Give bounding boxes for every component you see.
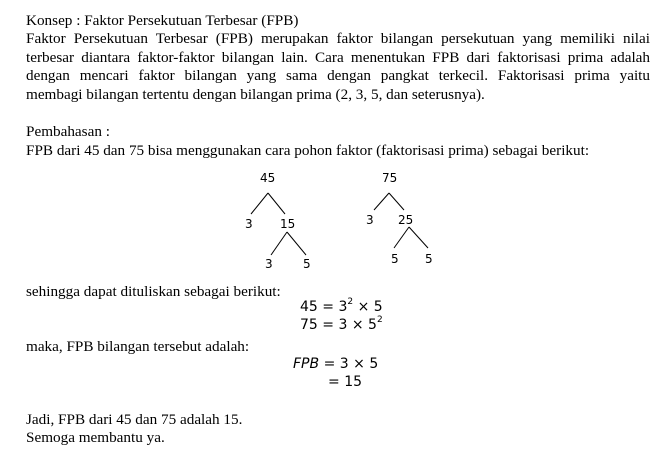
eq2-equals: = <box>322 317 335 333</box>
equation-45 <box>300 297 383 317</box>
fpb-result-equals: = <box>328 374 340 390</box>
tree-45-root: 45 <box>260 171 276 185</box>
eq1-rest: 5 <box>373 299 383 315</box>
eq1-exponent: 2 <box>347 297 354 307</box>
tree-45-branch-right <box>268 193 285 214</box>
tree-45-leaf-left: 3 <box>265 257 273 271</box>
fpb-result-line <box>328 372 362 392</box>
sehingga-text: sehingga dapat dituliskan sebagai berikut: <box>26 283 281 300</box>
tree-75-sub-branch-left <box>394 227 409 248</box>
fpb-times: × <box>353 356 365 372</box>
fpb-factor-a: 3 <box>339 356 349 372</box>
eq2-base: 5 <box>368 317 377 333</box>
tree-75-branch-right <box>389 193 404 210</box>
eq2-first: 3 <box>338 317 348 333</box>
fpb-factor-b: 5 <box>369 356 379 372</box>
tree-45-branch-left <box>251 193 268 214</box>
tree-45-sub-branch-right <box>287 232 306 255</box>
fpb-equation <box>293 354 378 374</box>
konsep-line-4: membagi bilangan tertentu dengan bilangan prima (2, 3, 5, dan seterusnya). <box>26 86 485 103</box>
konsep-line-3: dengan mencari faktor bilangan yang sama dengan pangkat terkecil. Faktorisasi prima yaitu <box>26 67 650 84</box>
equation-75 <box>300 315 383 335</box>
fpb-equals: = <box>323 356 336 372</box>
konsep-line-1: Faktor Persekutuan Terbesar (FPB) merupakan faktor bilangan persekutuan yang memiliki nilai <box>26 30 650 47</box>
fpb-result: 15 <box>344 374 363 390</box>
tree-75-leaf-right: 5 <box>425 252 433 266</box>
pembahasan-heading: Pembahasan : <box>26 123 110 140</box>
eq2-times: × <box>351 317 364 333</box>
eq1-equals: = <box>322 299 335 315</box>
maka-text: maka, FPB bilangan tersebut adalah: <box>26 338 250 355</box>
conclusion-text: Jadi, FPB dari 45 dan 75 adalah 15. <box>26 411 243 428</box>
tree-75-branch-left <box>374 193 389 210</box>
tree-45-mid: 15 <box>280 217 296 231</box>
eq2-exponent: 2 <box>376 315 383 325</box>
pembahasan-intro: FPB dari 45 dan 75 bisa menggunakan cara pohon faktor (faktorisasi prima) sebagai berikut: <box>26 142 590 159</box>
tree-75-root: 75 <box>382 171 398 185</box>
tree-45-leaf-right: 5 <box>303 257 311 271</box>
tree-75-sub-branch-right <box>409 227 428 248</box>
tree-75-left: 3 <box>366 213 374 227</box>
eq2-lhs: 75 <box>300 317 318 333</box>
fpb-label: FPB <box>293 356 320 372</box>
tree-75-leaf-left: 5 <box>391 252 399 266</box>
konsep-line-2: terbesar diantara faktor-faktor bilangan lain. Cara menentukan FPB dari faktorisasi prima adalah <box>26 49 650 66</box>
eq1-lhs: 45 <box>300 299 318 315</box>
tree-75-mid: 25 <box>398 213 414 227</box>
konsep-heading: Konsep : Faktor Persekutuan Terbesar (FPB) <box>26 12 299 29</box>
closing-text: Semoga membantu ya. <box>26 429 165 446</box>
tree-45-left: 3 <box>245 217 253 231</box>
eq1-base: 3 <box>338 299 348 315</box>
tree-45-sub-branch-left <box>271 232 287 255</box>
eq1-times: × <box>357 299 370 315</box>
